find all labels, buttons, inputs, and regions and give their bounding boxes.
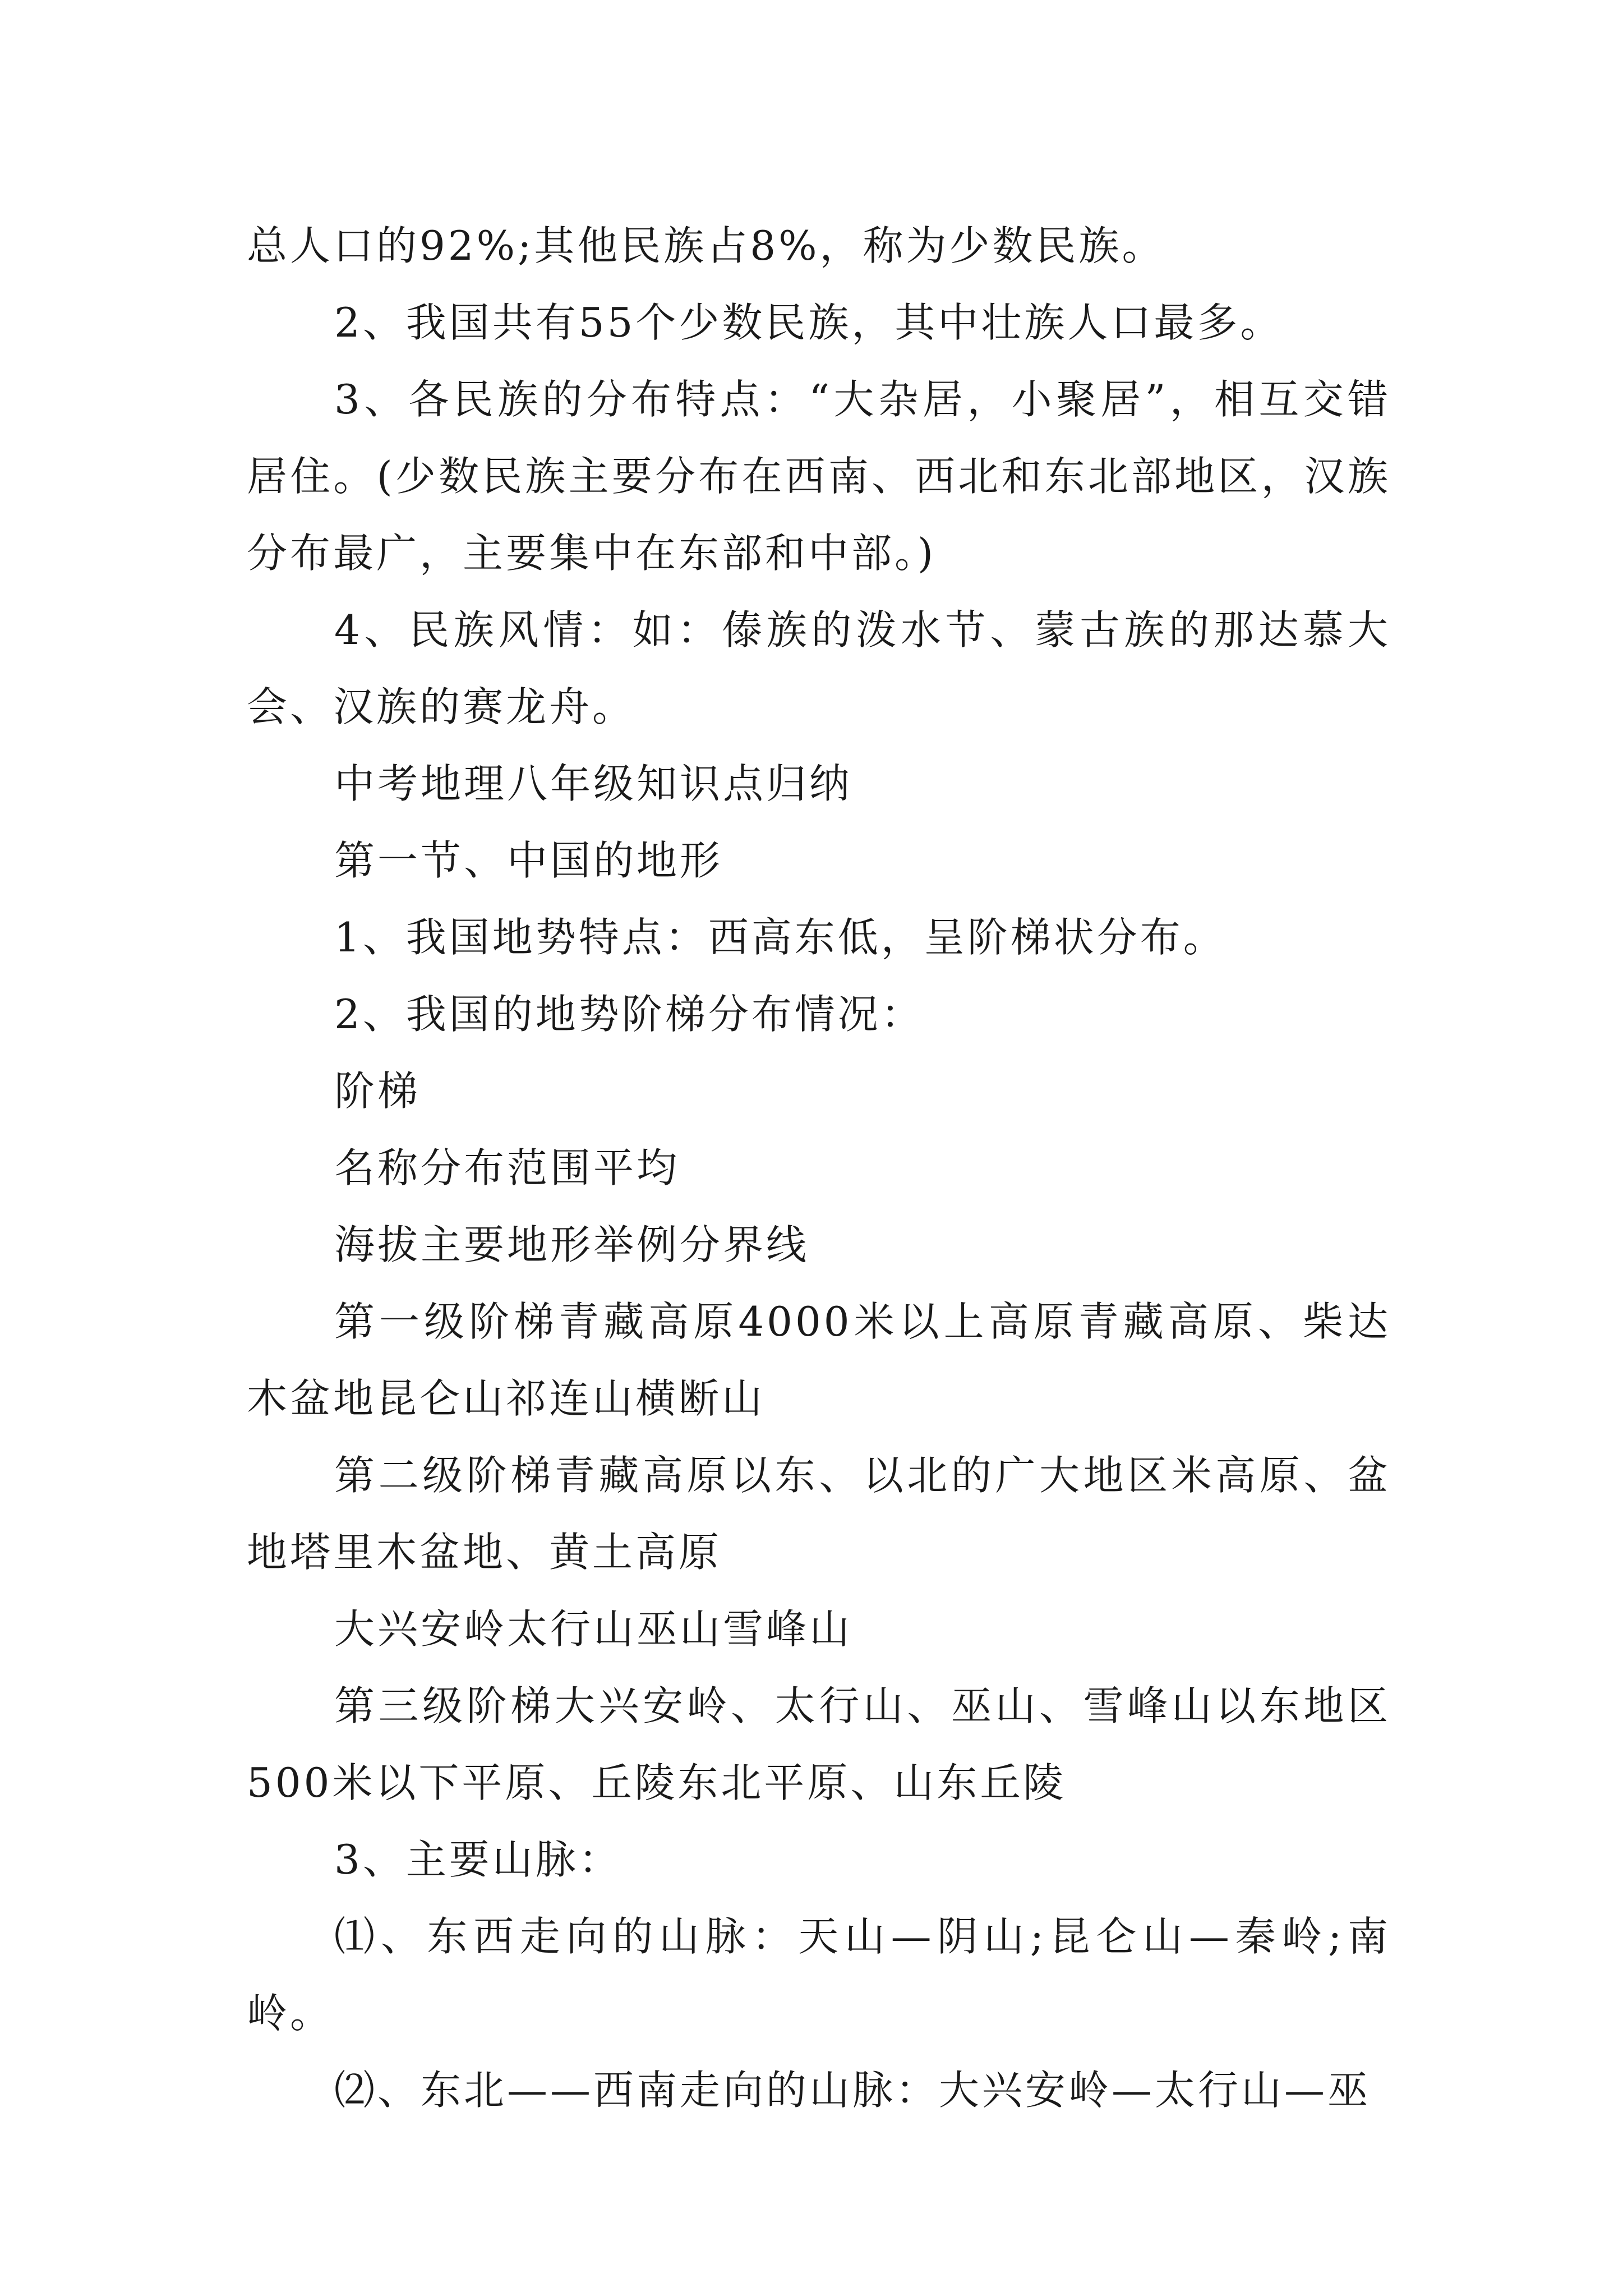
paragraph-terrain-feature: 1、我国地势特点：西高东低，呈阶梯状分布。: [334, 914, 1227, 961]
table-text-step-2-boundary: 大兴安岭太行山巫山雪峰山: [334, 1605, 853, 1653]
paragraph-mountains-east-west: ⑴、东西走向的山脉：天山—阴山;昆仑山—秦岭;南岭。: [247, 1913, 1391, 2037]
document-body: [247, 208, 1391, 2129]
paragraph-distribution: 3、各民族的分布特点：“大杂居，小聚居”，相互交错居住。(少数民族主要分布在西南、西北和东北部地区，汉族分布最广，主要集中在东部和中部。): [247, 376, 1391, 577]
table-text-step-1: 第一级阶梯青藏高原4000米以上高原青藏高原、柴达木盆地昆仑山祁连山横断山: [247, 1298, 1391, 1422]
paragraph-mountains-northeast-southwest: ⑵、东北——西南走向的山脉：大兴安岭—太行山—巫: [334, 2067, 1371, 2114]
table-text-header-2: 名称分布范围平均: [334, 1144, 680, 1191]
paragraph-mountains-heading: 3、主要山脉：: [334, 1836, 622, 1883]
section-heading-terrain: 第一节、中国的地形: [334, 837, 723, 884]
section-heading-summary: 中考地理八年级知识点归纳: [334, 760, 853, 807]
paragraph-minority-count: 2、我国共有55个少数民族，其中壮族人口最多。: [334, 299, 1284, 346]
table-text-step-3: 第三级阶梯大兴安岭、太行山、巫山、雪峰山以东地区500米以下平原、丘陵东北平原、山东丘陵: [247, 1682, 1391, 1806]
table-text-step-2: 第二级阶梯青藏高原以东、以北的广大地区米高原、盆地塔里木盆地、黄土高原: [247, 1452, 1391, 1576]
paragraph-population-share: 总人口的92%;其他民族占8%，称为少数民族。: [247, 222, 1165, 269]
table-text-header-1: 阶梯: [334, 1068, 421, 1115]
paragraph-customs: 4、民族风情：如：傣族的泼水节、蒙古族的那达慕大会、汉族的赛龙舟。: [247, 606, 1391, 730]
paragraph-terrain-steps: 2、我国的地势阶梯分布情况：: [334, 991, 924, 1038]
table-text-header-3: 海拔主要地形举例分界线: [334, 1221, 810, 1268]
